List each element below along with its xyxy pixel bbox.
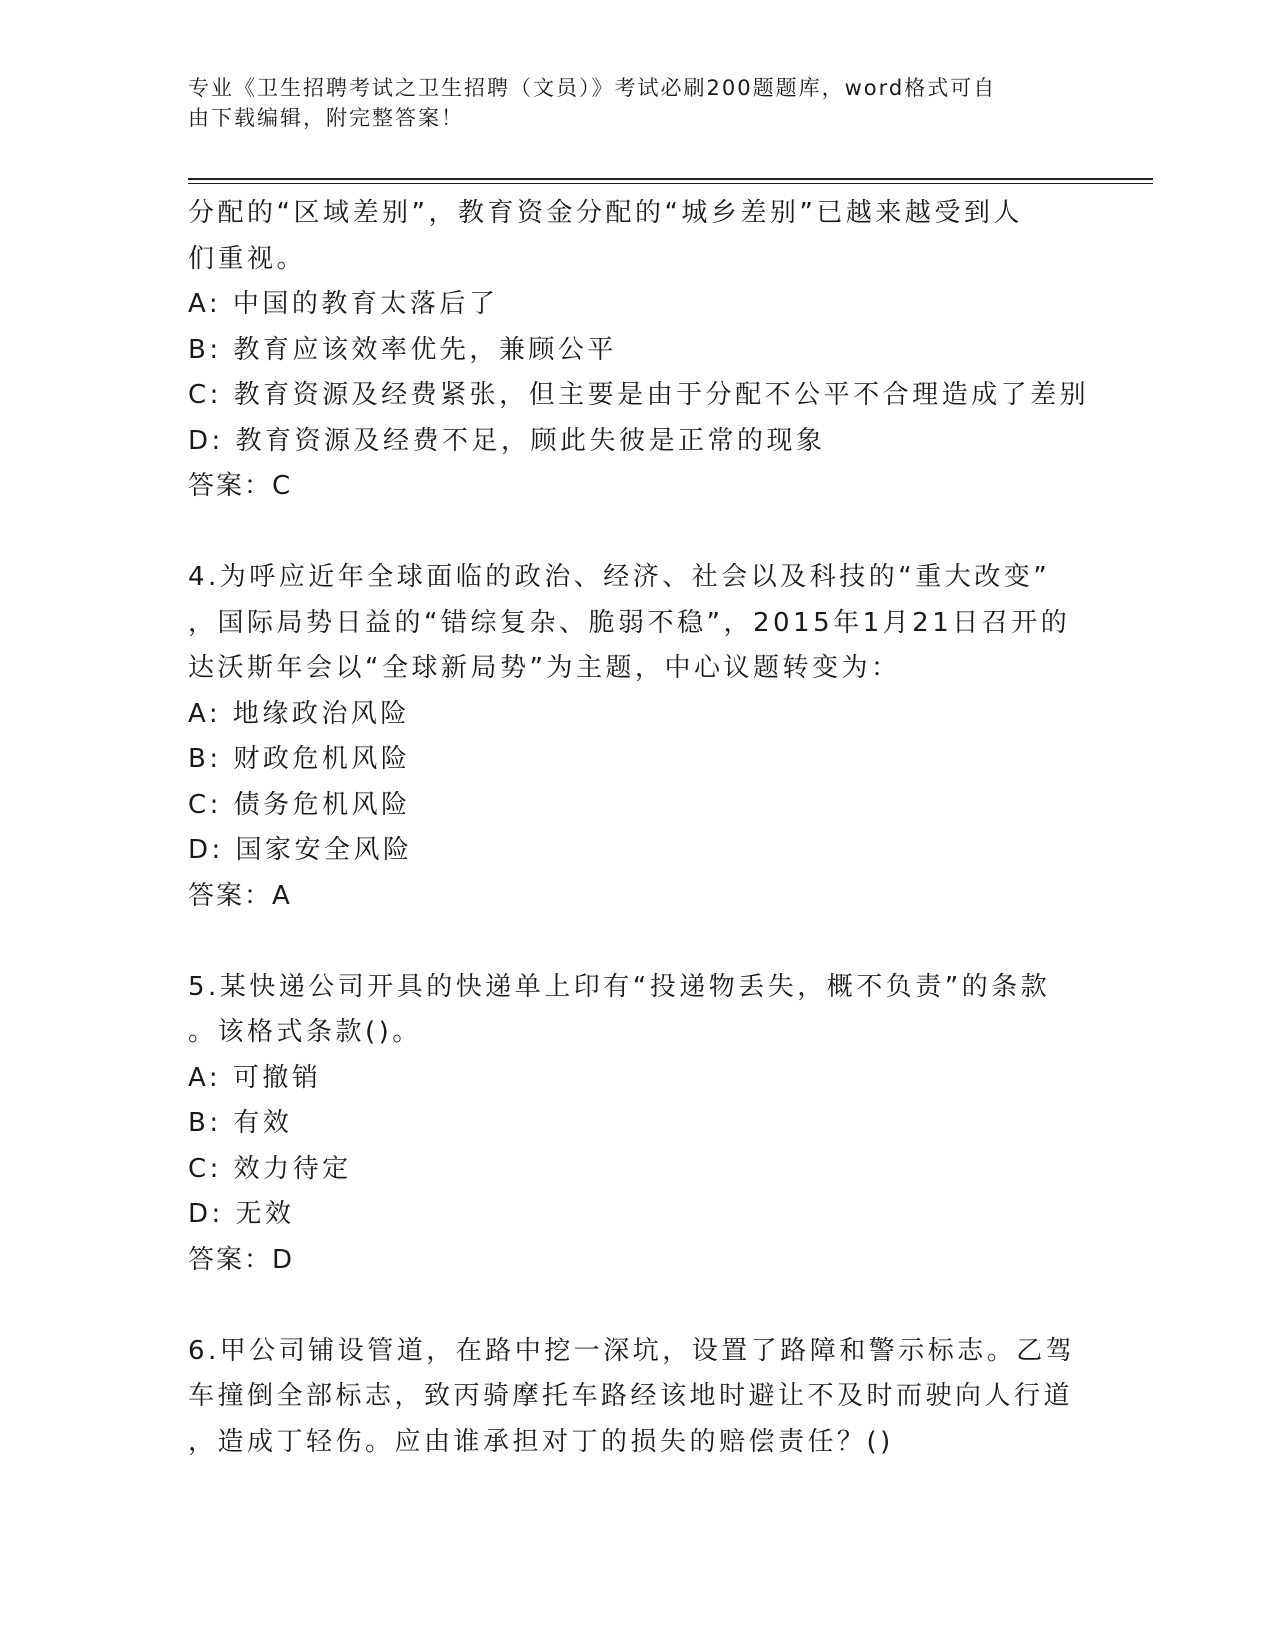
answer-line: 答案：C — [188, 471, 293, 501]
question-6 — [188, 1329, 1088, 1466]
header-rule-thick — [188, 178, 1153, 180]
question-text-line: 5.某快递公司开具的快递单上印有“投递物丢失，概不负责”的条款 — [188, 971, 1051, 1002]
question-text-line: 6.甲公司铺设管道，在路中挖一深坑，设置了路障和警示标志。乙驾 — [188, 1335, 1076, 1366]
option-c: C: 效力待定 — [188, 1153, 352, 1184]
question-3-continuation — [188, 191, 1088, 510]
option-b: B: 财政危机风险 — [188, 744, 411, 774]
option-d: D: 教育资源及经费不足，顾此失彼是正常的现象 — [188, 425, 826, 456]
option-c: C: 债务危机风险 — [188, 789, 411, 820]
answer-line: 答案：D — [188, 1244, 295, 1275]
question-text-line: ，国际局势日益的“错综复杂、脆弱不稳”，2015年1月21日召开的 — [188, 607, 1071, 638]
header-line-1: 专业《卫生招聘考试之卫生招聘（文员）》考试必刷200题题库，word格式可自 — [188, 76, 997, 100]
question-text-line: 车撞倒全部标志，致丙骑摩托车路经该地时避让不及时而驶向人行道 — [188, 1381, 1074, 1411]
answer-line: 答案：A — [188, 880, 292, 911]
option-d: D: 无效 — [188, 1199, 295, 1229]
option-a: A: 可撤销 — [188, 1062, 322, 1093]
option-d: D: 国家安全风险 — [188, 835, 413, 865]
question-text-line: ，造成丁轻伤。应由谁承担对丁的损失的赔偿责任？() — [188, 1426, 894, 1457]
option-b: B: 有效 — [188, 1108, 293, 1138]
spacer — [188, 1283, 1088, 1329]
question-5 — [188, 965, 1088, 1284]
option-a: A: 中国的教育太落后了 — [188, 289, 499, 319]
question-text-line: 。该格式条款()。 — [188, 1017, 422, 1047]
spacer — [188, 510, 1088, 556]
question-4 — [188, 555, 1088, 919]
spacer — [188, 919, 1088, 965]
question-text-line: 们重视。 — [188, 243, 307, 274]
header-line-2: 由下载编辑，附完整答案！ — [188, 106, 464, 130]
page-header — [188, 73, 1068, 133]
option-a: A: 地缘政治风险 — [188, 698, 410, 729]
question-text-line: 4.为呼应近年全球面临的政治、经济、社会以及科技的“重大改变” — [188, 562, 1051, 592]
header-rule-thin — [188, 183, 1153, 184]
option-c: C: 教育资源及经费紧张，但主要是由于分配不公平不合理造成了差别 — [188, 380, 1090, 410]
option-b: B: 教育应该效率优先，兼顾公平 — [188, 334, 617, 365]
document-body — [188, 191, 1088, 1465]
question-text-line: 分配的“区域差别”，教育资金分配的“城乡差别”已越来越受到人 — [188, 198, 1023, 228]
question-text-line: 达沃斯年会以“全球新局势”为主题，中心议题转变为： — [188, 653, 901, 683]
